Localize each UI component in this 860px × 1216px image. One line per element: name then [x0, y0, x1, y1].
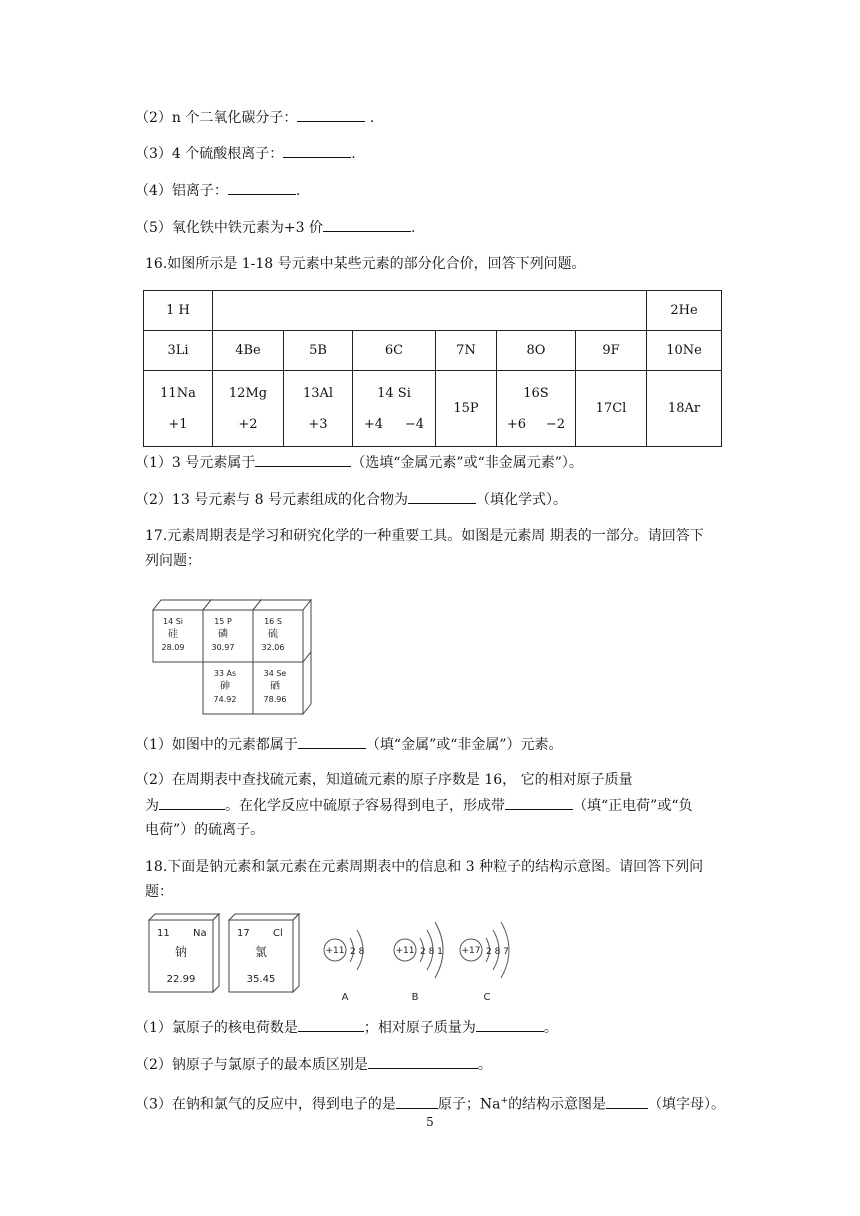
page-number: 5: [426, 1115, 434, 1129]
cube-si-number: 14 Si: [162, 617, 184, 626]
q18-sub-3: [135, 1091, 725, 1115]
answer-blank[interactable]: [298, 1017, 364, 1032]
q15-line-4-text: （4）铝离子：: [135, 183, 228, 199]
q17-sub-1-end: （填“金属”或“非金属”）元素。: [365, 737, 563, 753]
element-label: 12Mg: [228, 385, 268, 401]
cube-p-mass: 30.97: [211, 643, 235, 652]
cube-si-top-face: [153, 600, 211, 610]
q16-sub-1: [135, 452, 583, 473]
element-label: 13Al: [302, 385, 334, 401]
answer-blank[interactable]: [396, 1094, 438, 1109]
atom-b-charge: +11: [395, 946, 415, 956]
q16-sub-1-text: （1）3 号元素属于: [135, 455, 256, 471]
cell-na: [144, 371, 213, 447]
cell-be: 4Be: [213, 331, 284, 371]
q16-sub-2-text: （2）13 号元素与 8 号元素组成的化合物为: [135, 492, 408, 508]
cube-p-top-face: [203, 600, 261, 610]
cell-si: [353, 371, 436, 447]
card-na-mass: 22.99: [166, 974, 196, 985]
q16-sub-2: [135, 489, 567, 510]
cube-se-side: [303, 652, 311, 714]
q18-sub-3-text: （3）在钠和氯气的反应中，得到电子的是: [135, 1096, 396, 1113]
answer-blank[interactable]: [323, 217, 411, 232]
cell-s: [497, 371, 576, 447]
element-label: 16S: [523, 385, 549, 401]
periodic-cubes-figure: [145, 592, 325, 717]
atom-c-charge: +17: [461, 946, 481, 956]
cube-se-name: 硒: [270, 681, 280, 692]
answer-blank[interactable]: [505, 795, 573, 810]
q18-sub-3-text-end: （填字母）。: [648, 1096, 726, 1113]
element-label: 11Na: [160, 385, 196, 401]
cube-s-top-face: [253, 600, 311, 610]
q15-line-5-text: （5）氧化铁中铁元素为+3 价: [135, 220, 323, 236]
q16-title: 16.如图所示是 1-18 号元素中某些元素的部分化合价，回答下列问题。: [145, 256, 586, 272]
q18-sub-1-text: （1）氯原子的核电荷数是: [135, 1020, 298, 1036]
cube-s-number: 16 S: [264, 617, 282, 626]
q17-sub-2-line-1: （2）在周期表中查找硫元素，知道硫元素的原子序数是 16， 它的相对原子质量: [135, 772, 633, 788]
q15-line-2-text: （2）n 个二氧化碳分子：: [135, 110, 298, 126]
q17-sub-1: [135, 734, 563, 755]
card-cl-name: 氯: [254, 945, 268, 959]
cell-b: 5B: [284, 331, 353, 371]
cube-si-name: 硅: [168, 629, 178, 640]
cube-s-mass: 32.06: [261, 643, 285, 652]
q18-title-line-2: 题：: [145, 884, 173, 900]
card-na-top-face: [149, 914, 219, 920]
cube-p-number: 15 P: [214, 617, 232, 626]
valence: −4: [404, 416, 425, 432]
atom-c-label: C: [483, 992, 491, 1003]
cell-cl: 17Cl: [576, 371, 647, 447]
valence: +1: [168, 416, 188, 432]
answer-blank[interactable]: [283, 143, 351, 158]
q17-title-line-1: 17.元素周期表是学习和研究化学的一种重要工具。如图是元素周 期表的一部分。请回答下: [145, 528, 704, 544]
answer-blank[interactable]: [368, 1054, 478, 1069]
cube-se-mass: 78.96: [263, 695, 287, 704]
q16-sub-2-end: （填化学式）。: [475, 492, 567, 508]
charge-superscript: +: [500, 1096, 509, 1106]
valence: −2: [545, 416, 566, 432]
answer-blank[interactable]: [297, 107, 365, 122]
answer-blank[interactable]: [408, 489, 476, 504]
cell-mg: [213, 371, 284, 447]
q16-sub-1-end: （选填“金属元素”或“非金属元素”）。: [351, 455, 583, 471]
cell-f: 9F: [576, 331, 647, 371]
cell-p: 15P: [436, 371, 497, 447]
q17-sub-2-text-end: （填“正电荷”或“负: [573, 798, 693, 814]
q18-sub-2-text-end: 。: [477, 1057, 492, 1073]
cube-p-name: 磷: [218, 629, 228, 640]
answer-blank[interactable]: [255, 452, 351, 467]
cell-he: 2He: [647, 291, 722, 331]
q15-line-3-text: （3）4 个硫酸根离子：: [135, 146, 284, 162]
q15-line-2: [135, 107, 374, 128]
cell-ar: 18Ar: [647, 371, 722, 447]
cube-s-name: 硫: [268, 629, 278, 640]
q15-line-3: [135, 143, 356, 164]
q17-sub-2-text: 为: [145, 798, 159, 814]
card-cl-mass: 35.45: [246, 974, 276, 985]
atom-a-label: A: [341, 992, 349, 1003]
q15-line-4: [135, 180, 300, 201]
element-label: 14 Si: [377, 385, 411, 401]
q17-sub-2-text-mid: 。在化学反应中硫原子容易得到电子，形成带: [225, 798, 505, 814]
atom-b-label: B: [411, 992, 419, 1003]
cell-h: 1 H: [144, 291, 213, 331]
answer-blank[interactable]: [476, 1017, 544, 1032]
q18-sub-1-text-mid: ；相对原子质量为: [363, 1020, 476, 1036]
card-na-symbol: Na: [193, 928, 207, 939]
answer-blank[interactable]: [159, 795, 225, 810]
q18-sub-3-text-mid2: 的结构示意图是: [508, 1096, 607, 1113]
card-cl-top-face: [229, 914, 299, 920]
valence: +6: [506, 416, 527, 432]
card-cl-number: 17: [237, 928, 250, 939]
cell-c: 6C: [353, 331, 436, 371]
cube-as-mass: 74.92: [213, 695, 237, 704]
cube-se-number: 34 Se: [263, 669, 287, 678]
card-na-side: [213, 914, 219, 992]
q15-line-5-end: .: [411, 220, 416, 236]
card-cl-side: [293, 914, 299, 992]
card-na-number: 11: [157, 928, 170, 939]
atom-a-charge: +11: [325, 946, 345, 956]
q18-title-line-1: 18.下面是钠元素和氯元素在元素周期表中的信息和 3 种粒子的结构示意图。请回答下列问: [145, 859, 704, 875]
q18-sub-1: [135, 1017, 558, 1038]
q17-title-line-2: 列问题：: [145, 553, 201, 569]
card-cl-symbol: Cl: [273, 928, 283, 939]
q15-line-5: [135, 217, 415, 238]
q18-sub-2: [135, 1054, 492, 1075]
atom-a-electrons: 2 8: [350, 947, 365, 957]
cube-as-name: 砷: [220, 681, 230, 692]
q17-sub-2-line-3: 电荷”）的硫离子。: [145, 822, 265, 838]
sodium-chlorine-figure: [145, 908, 525, 1008]
atom-b-electrons: 2 8 1: [420, 947, 443, 957]
answer-blank[interactable]: [228, 180, 296, 195]
periodic-valence-table: [143, 290, 722, 447]
q15-line-2-end: .: [365, 110, 375, 126]
cell-o: 8O: [497, 331, 576, 371]
cell-li: 3Li: [144, 331, 213, 371]
q15-line-3-end: .: [351, 146, 356, 162]
q18-sub-1-text-end: 。: [543, 1020, 558, 1036]
cell-n: 7N: [436, 331, 497, 371]
cube-as-number: 33 As: [213, 669, 237, 678]
cell-ne: 10Ne: [647, 331, 722, 371]
cube-si-mass: 28.09: [161, 643, 185, 652]
answer-blank[interactable]: [606, 1094, 648, 1109]
cell-blank-span: [213, 291, 647, 331]
q15-line-4-end: .: [295, 183, 301, 199]
atom-c-electrons: 2 8 7: [486, 947, 509, 957]
cell-al: [284, 371, 353, 447]
valence: +3: [308, 416, 328, 432]
q17-sub-1-text: （1）如图中的元素都属于: [135, 737, 298, 753]
answer-blank[interactable]: [298, 734, 366, 749]
valence: +2: [238, 416, 258, 432]
q18-sub-3-text-mid: 原子；Na: [437, 1096, 501, 1113]
q18-sub-2-text: （2）钠原子与氯原子的最本质区别是: [135, 1057, 368, 1073]
q17-sub-2-line-2: [145, 795, 692, 816]
card-na-name: 钠: [174, 945, 188, 959]
valence: +4: [363, 416, 384, 432]
